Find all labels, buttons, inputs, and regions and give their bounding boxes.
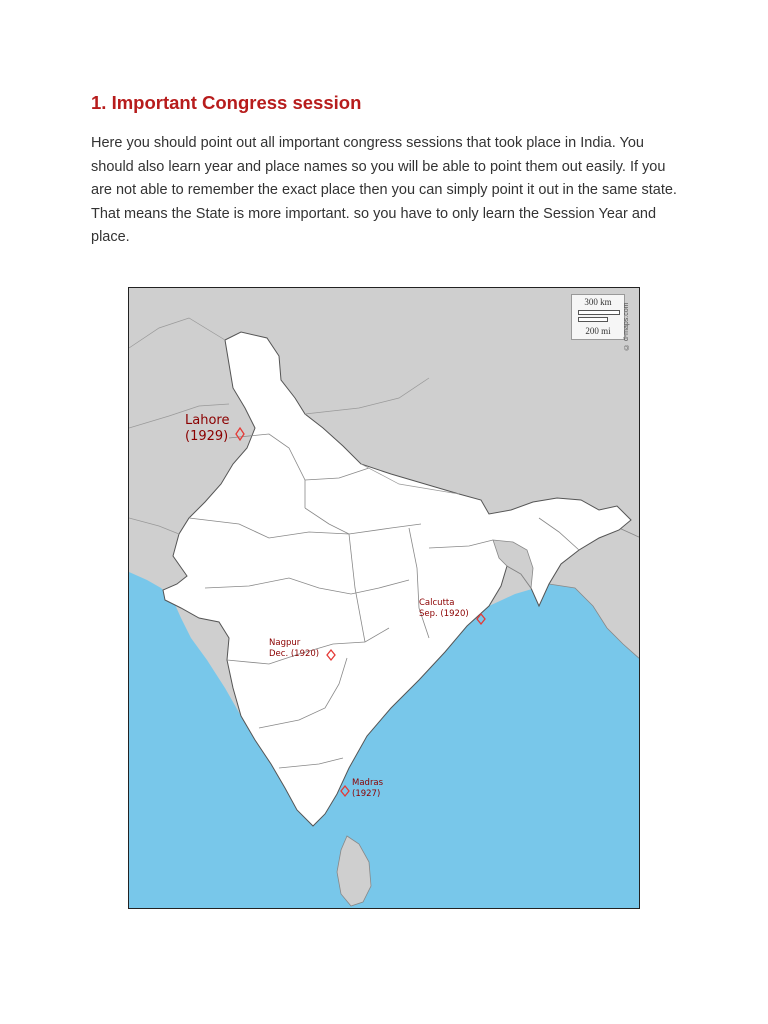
scale-legend (571, 294, 625, 340)
label-madras: Madras (1927) (352, 778, 384, 799)
section-heading: 1. Important Congress session (91, 92, 362, 113)
label-calcutta: Calcutta Sep. (1920) (419, 598, 469, 619)
india-map (128, 287, 640, 909)
label-lahore: Lahore (1929) (185, 413, 230, 445)
marker-lahore (236, 428, 244, 440)
map-credit: © d-maps.com (623, 302, 630, 350)
section-paragraph: Here you should point out all important congress sessions that took place in India. You should also learn year and place names so you will be able to point them out easily. If you are not able to remember the exact place then you can simply point it out in the same state. That means the State is more important. so you have to only learn the Session Year and place. (91, 135, 677, 245)
map-svg (129, 288, 640, 909)
scale-km: 300 km (584, 297, 612, 307)
scale-mi: 200 mi (585, 326, 611, 336)
label-nagpur: Nagpur Dec. (1920) (269, 638, 320, 659)
